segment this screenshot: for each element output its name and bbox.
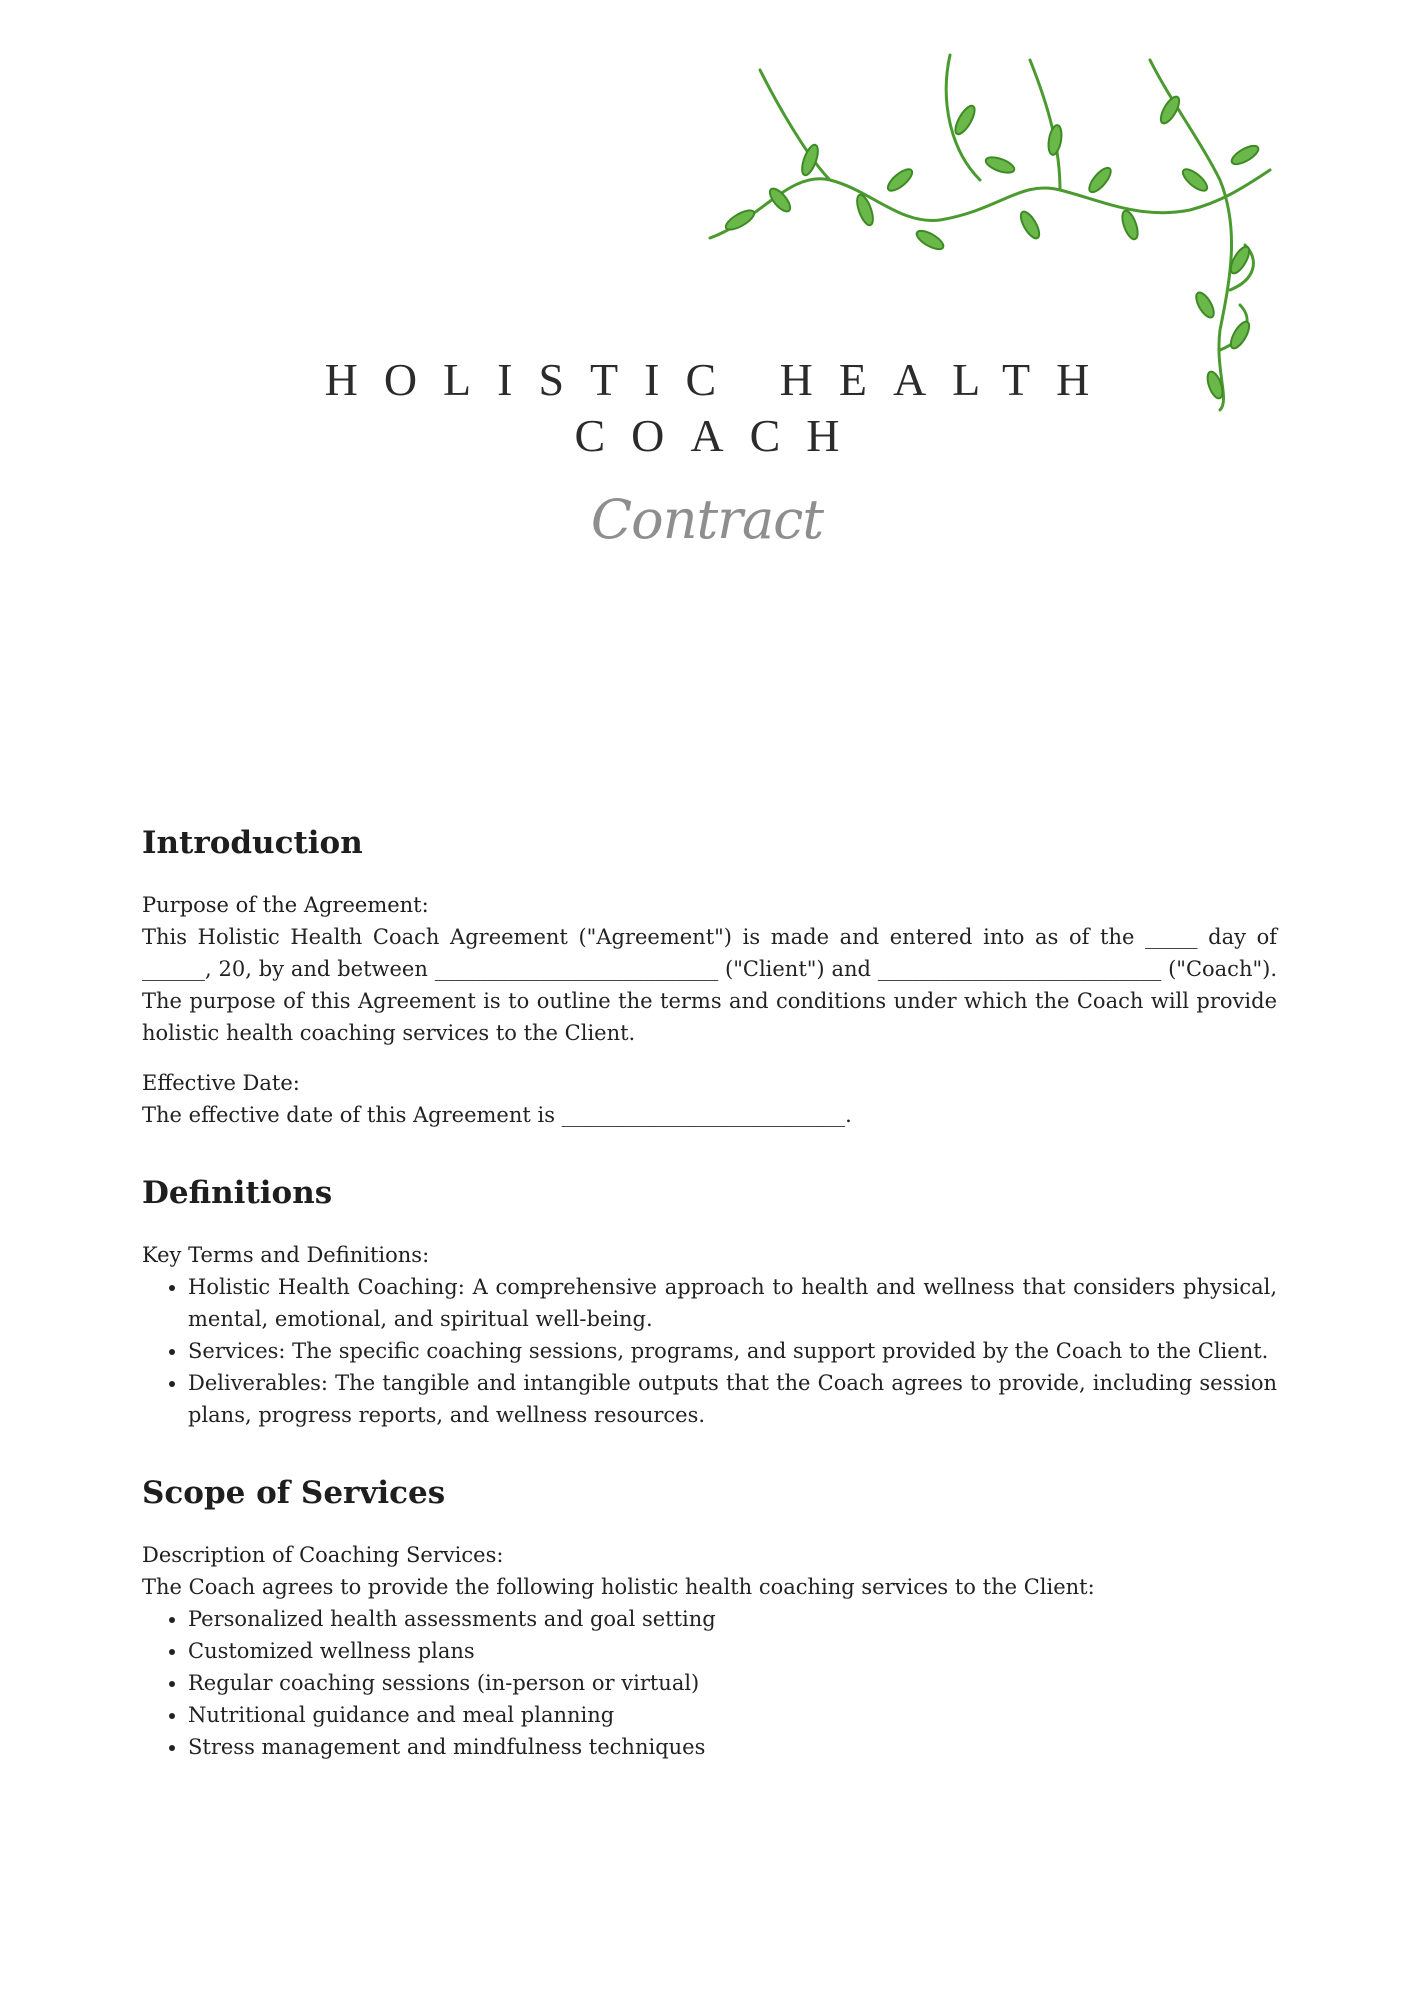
list-item: • Nutritional guidance and meal planning: [188, 1699, 1277, 1731]
list-item: • Customized wellness plans: [188, 1635, 1277, 1667]
definitions-list: [142, 1271, 1277, 1431]
title-line-2: COACH: [574, 410, 866, 461]
subheading-description: Description of Coaching Services:: [142, 1543, 504, 1567]
purpose-paragraph: This Holistic Health Coach Agreement ("Agreement") is made and entered into as of the _____ day of ______, 20, by and between ___________________________ ("Client") and ___________________________ ("Coach"). The purpose of this Agreement is to outline the terms and conditions under which the Coach will provide holistic health coaching services to the Client.: [142, 925, 1277, 1045]
list-item: • Services: The specific coaching sessions, programs, and support provided by the Coach to the Client.: [188, 1335, 1277, 1367]
subheading-key-terms: Key Terms and Definitions:: [142, 1243, 430, 1267]
section-scope: [142, 1475, 1277, 1763]
section-heading: Scope of Services: [142, 1475, 446, 1511]
section-heading: Introduction: [142, 825, 363, 861]
list-item: • Regular coaching sessions (in-person or virtual): [188, 1667, 1277, 1699]
list-item: • Personalized health assessments and goal setting: [188, 1603, 1277, 1635]
subheading-effective-date: Effective Date:: [142, 1071, 300, 1095]
services-list: [142, 1603, 1277, 1763]
document-title: [0, 352, 1414, 464]
title-line-1: HOLISTIC HEALTH: [324, 354, 1116, 405]
list-item: • Deliverables: The tangible and intangible outputs that the Coach agrees to provide, including session plans, progress reports, and wellness resources.: [188, 1367, 1277, 1431]
document-body: [142, 825, 1277, 1807]
section-introduction: [142, 825, 1277, 1131]
list-item: • Stress management and mindfulness techniques: [188, 1731, 1277, 1763]
list-item: • Holistic Health Coaching: A comprehensive approach to health and wellness that considers physical, mental, emotional, and spiritual well-being.: [188, 1271, 1277, 1335]
section-definitions: [142, 1175, 1277, 1431]
script-subtitle: Contract: [590, 488, 824, 551]
scope-intro-paragraph: The Coach agrees to provide the following holistic health coaching services to the Client:: [142, 1575, 1095, 1599]
effective-date-paragraph: The effective date of this Agreement is ___________________________.: [142, 1103, 852, 1127]
section-heading: Definitions: [142, 1175, 333, 1211]
subheading-purpose: Purpose of the Agreement:: [142, 893, 429, 917]
